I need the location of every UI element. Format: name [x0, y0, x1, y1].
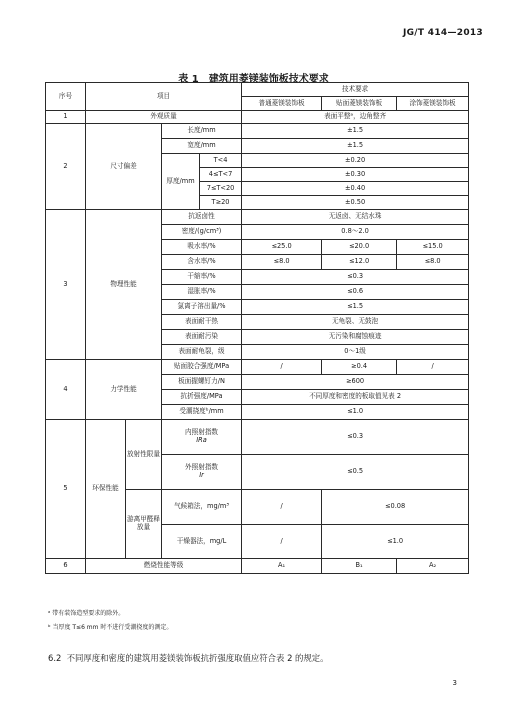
value-col-a: / [242, 490, 322, 525]
row-no: 2 [46, 124, 86, 210]
row-item: 湿胀率/% [162, 285, 242, 300]
thickness-range: T≥20 [200, 196, 242, 210]
row-group: 尺寸偏差 [86, 124, 162, 210]
value-col-c: A₂ [397, 559, 469, 574]
thickness-range: 7≤T<20 [200, 182, 242, 196]
row-item: 含水率/% [162, 255, 242, 270]
row-no: 1 [46, 111, 86, 124]
value-col-c: ≤8.0 [397, 255, 469, 270]
row-item: 板面握螺钉力/N [162, 375, 242, 390]
row-value: ±0.20 [242, 154, 469, 168]
formaldehyde-label: 游离甲醛释放量 [126, 490, 162, 559]
footnote-b: ᵇ 当厚度 T≤6 mm 时不进行受潮挠度的测定。 [48, 624, 173, 631]
row-value: ±0.30 [242, 168, 469, 182]
row-item: 吸水率/% [162, 240, 242, 255]
row-item: 贴面胶合强度/MPa [162, 360, 242, 375]
row-no: 3 [46, 210, 86, 360]
row-item: 表面耐龟裂，级 [162, 345, 242, 360]
value-col-c: ≤15.0 [397, 240, 469, 255]
row-value: ≤0.3 [242, 420, 469, 455]
row-value: ±1.5 [242, 124, 469, 139]
value-col-b: ≤20.0 [322, 240, 397, 255]
table-row [46, 360, 469, 375]
row-value: ±0.50 [242, 196, 469, 210]
header-col-c: 涂饰菱镁装饰板 [397, 97, 469, 111]
row-group: 物理性能 [86, 210, 162, 360]
page-number: 3 [452, 679, 457, 687]
row-item: 抗折强度/MPa [162, 390, 242, 405]
technical-requirements-table [45, 82, 469, 574]
row-value: ≤0.6 [242, 285, 469, 300]
row-item: 外观质量 [86, 111, 242, 124]
table-row [46, 111, 469, 124]
value-col-a: ≤8.0 [242, 255, 322, 270]
row-item: 密度/(g/cm³) [162, 225, 242, 240]
value-col-a: ≤25.0 [242, 240, 322, 255]
row-item: 氯离子溶出量/% [162, 300, 242, 315]
row-value: 0～1级 [242, 345, 469, 360]
row-item: 长度/mm [162, 124, 242, 139]
table-title: 表 1 建筑用菱镁装饰板技术要求 [178, 74, 329, 85]
internal-exposure-index: 内照射指数 IRa [162, 420, 242, 455]
row-no: 6 [46, 559, 86, 574]
row-group: 环保性能 [86, 420, 126, 559]
thickness-range: 4≤T<7 [200, 168, 242, 182]
header-item: 项目 [86, 83, 242, 111]
row-value: ≤1.5 [242, 300, 469, 315]
table-footnotes [48, 607, 172, 635]
value-col-b: ≥0.4 [322, 360, 397, 375]
row-item: 气候箱法，mg/m³ [162, 490, 242, 525]
row-value: ±0.40 [242, 182, 469, 196]
row-no: 4 [46, 360, 86, 420]
value-col-c: / [397, 360, 469, 375]
row-value: ≤0.3 [242, 270, 469, 285]
thickness-label: 厚度/mm [162, 154, 200, 210]
row-item: 干燥器法，mg/L [162, 525, 242, 559]
section-number: 6.2 [48, 653, 62, 663]
header-col-a: 普通菱镁装饰板 [242, 97, 322, 111]
radioactivity-label: 放射性限量 [126, 420, 162, 490]
row-value: ≥600 [242, 375, 469, 390]
value-col-a: A₁ [242, 559, 322, 574]
row-item: 燃烧性能等级 [86, 559, 242, 574]
value-col-a: / [242, 525, 322, 559]
value-col-a: / [242, 360, 322, 375]
footnote-a: ᵃ 带有装饰造型要求的除外。 [48, 610, 125, 617]
row-value: 0.8～2.0 [242, 225, 469, 240]
row-item: 表面耐干热 [162, 315, 242, 330]
external-exposure-index: 外照射指数 Ir [162, 455, 242, 490]
row-value: 无返卤、无结水珠 [242, 210, 469, 225]
row-item: 干缩率/% [162, 270, 242, 285]
header-tech-req: 技术要求 [242, 83, 469, 97]
row-item: 宽度/mm [162, 139, 242, 154]
row-value: ±1.5 [242, 139, 469, 154]
row-value: 表面平整ᵃ，边角整齐 [242, 111, 469, 124]
table-row [46, 210, 469, 225]
row-item: 表面耐污染 [162, 330, 242, 345]
value-col-b: B₁ [322, 559, 397, 574]
thickness-range: T<4 [200, 154, 242, 168]
table-row [46, 124, 469, 139]
row-value: ≤0.5 [242, 455, 469, 490]
row-value: 不同厚度和密度的板取值见表 2 [242, 390, 469, 405]
value-col-b: ≤12.0 [322, 255, 397, 270]
table-row [46, 420, 469, 455]
row-item: 受潮挠度ᵇ/mm [162, 405, 242, 420]
header-col-b: 贴面菱镁装饰板 [322, 97, 397, 111]
table-row [46, 559, 469, 574]
row-value: ≤1.0 [322, 525, 469, 559]
standard-code: JG/T 414—2013 [402, 28, 483, 38]
row-no: 5 [46, 420, 86, 559]
row-value: ≤0.08 [322, 490, 469, 525]
section-body: 不同厚度和密度的建筑用菱镁装饰板抗折强度取值应符合表 2 的规定。 [66, 653, 329, 663]
row-value: 无污染和腐蚀痕迹 [242, 330, 469, 345]
row-value: ≤1.0 [242, 405, 469, 420]
section-6-2 [48, 652, 329, 664]
header-seq: 序号 [46, 83, 86, 111]
row-value: 无龟裂、无鼓泡 [242, 315, 469, 330]
row-group: 力学性能 [86, 360, 162, 420]
row-item: 抗返卤性 [162, 210, 242, 225]
